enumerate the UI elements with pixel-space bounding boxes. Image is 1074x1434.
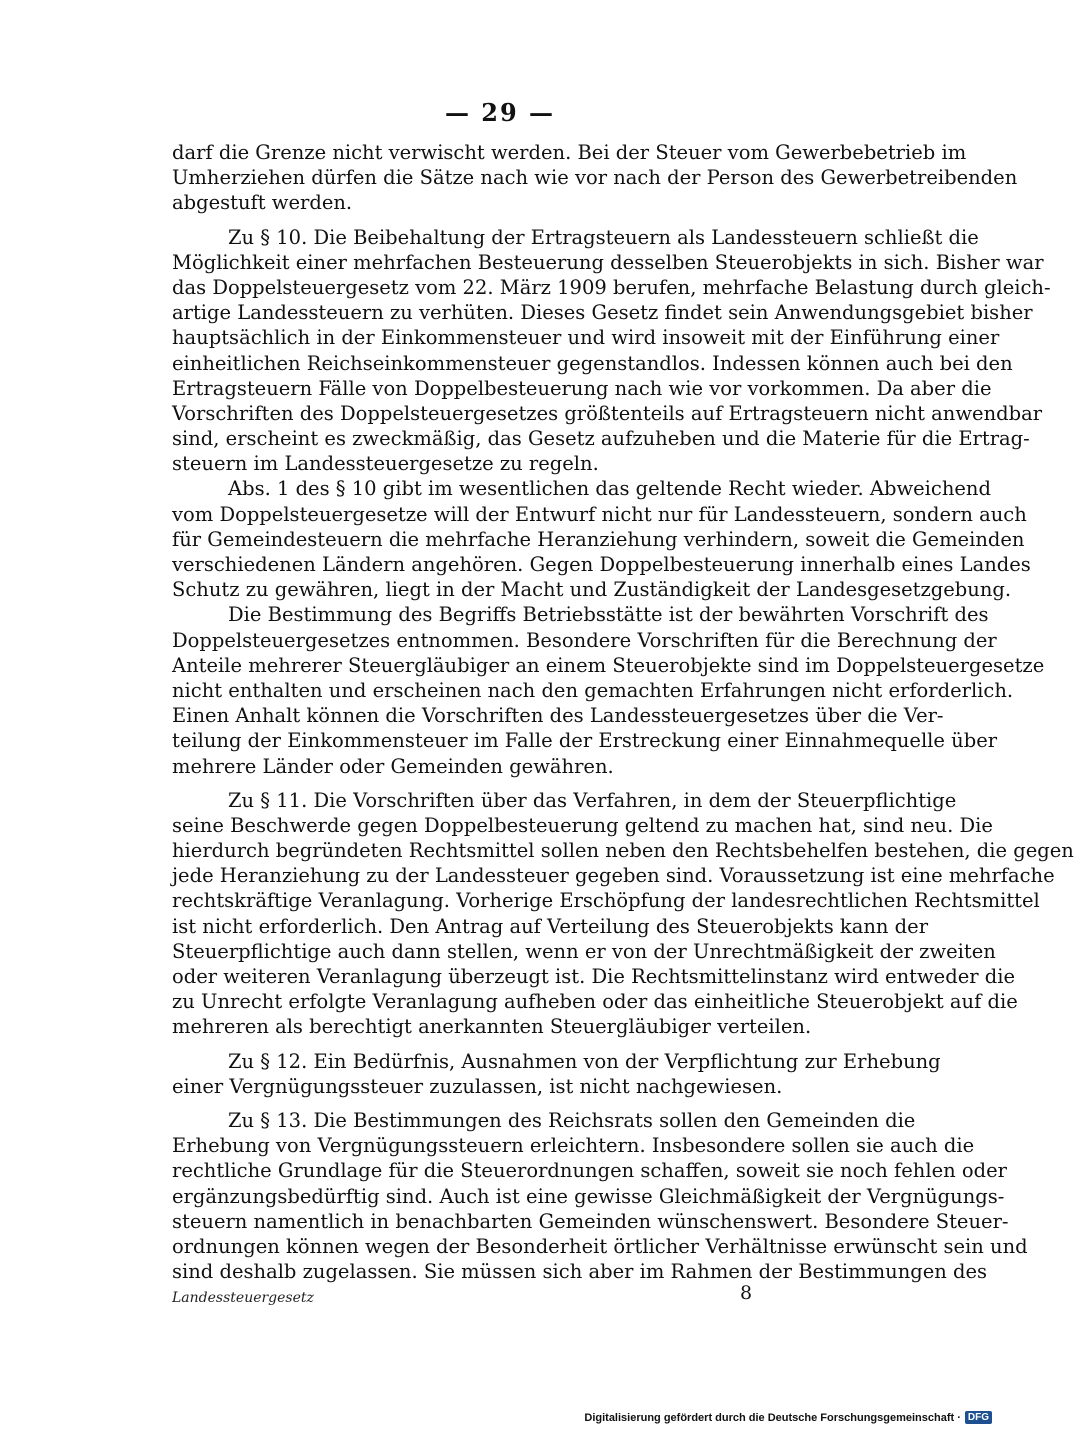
text-line: Die Bestimmung des Begriffs Betriebsstätte ist der bewährten Vorschrift des <box>228 603 989 627</box>
text-line: sind, erscheint es zweckmäßig, das Gesetz aufzuheben und die Materie für die Ertrag- <box>172 427 1030 451</box>
text-line: das Doppelsteuergesetz vom 22. März 1909 berufen, mehrfache Belastung durch gleich- <box>172 275 1051 299</box>
text-line: seine Beschwerde gegen Doppelbesteuerung geltend zu machen hat, sind neu. Die <box>172 813 993 837</box>
text-line: artige Landessteuern zu verhüten. Dieses Gesetz findet sein Anwendungsgebiet bisher <box>172 301 1033 325</box>
text-line: Schutz zu gewähren, liegt in der Macht und Zuständigkeit der Landesgesetzgebung. <box>172 578 1012 602</box>
dfg-logo-icon: DFG <box>965 1411 992 1424</box>
text-line: abgestuft werden. <box>172 191 353 215</box>
paragraph-gap <box>172 216 837 225</box>
text-line: ordnungen können wegen der Besonderheit örtlicher Verhältnisse erwünscht sein und <box>172 1234 1028 1258</box>
text-line: für Gemeindesteuern die mehrfache Heranziehung verhindern, soweit die Gemeinden <box>172 527 1025 551</box>
text-line: Vorschriften des Doppelsteuergesetzes größtenteils auf Ertragsteuern nicht anwendbar <box>172 401 1043 425</box>
text-line: oder weiteren Veranlagung überzeugt ist. Die Rechtsmittelinstanz wird entweder die <box>172 965 1016 988</box>
text-line: mehreren als berechtigt anerkannten Steuergläubiger verteilen. <box>172 1015 812 1039</box>
text-line: Zu § 10. Die Beibehaltung der Ertragsteuern als Landessteuern schließt die <box>228 225 979 249</box>
text-line: Anteile mehrerer Steuergläubiger an einem Steuerobjekte sind im Doppelsteuergesetze <box>172 653 1045 677</box>
paragraph-gap <box>172 779 837 788</box>
text-line: rechtskräftige Veranlagung. Vorherige Erschöpfung der landesrechtlichen Rechtsmittel <box>172 889 1040 913</box>
text-line: Zu § 12. Ein Bedürfnis, Ausnahmen von der Verpflichtung zur Erhebung <box>228 1049 941 1073</box>
printer-signature: Landessteuergesetz <box>172 1290 314 1306</box>
document-body <box>172 140 1074 1284</box>
text-line: steuern im Landessteuergesetze zu regeln. <box>172 452 599 476</box>
text-line: Abs. 1 des § 10 gibt im wesentlichen das geltende Recht wieder. Abweichend <box>228 477 991 501</box>
text-line: Zu § 13. Die Bestimmungen des Reichsrats sollen den Gemeinden die <box>228 1108 916 1132</box>
text-line: Umherziehen dürfen die Sätze nach wie vor nach der Person des Gewerbetreibenden <box>172 166 1018 190</box>
text-line: vom Doppelsteuergesetze will der Entwurf nicht nur für Landessteuern, sondern auch <box>172 502 1027 526</box>
text-line: Möglichkeit einer mehrfachen Besteuerung desselben Steuerobjekts in sich. Bisher war <box>172 250 1044 274</box>
text-line: einer Vergnügungssteuer zuzulassen, ist nicht nachgewiesen. <box>172 1074 783 1098</box>
text-line: Erhebung von Vergnügungssteuern erleichtern. Insbesondere sollen sie auch die <box>172 1134 975 1158</box>
text-line: steuern namentlich in benachbarten Gemeinden wünschenswert. Besondere Steuer- <box>172 1209 1009 1233</box>
text-line: darf die Grenze nicht verwischt werden. Bei der Steuer vom Gewerbebetrieb im <box>172 141 967 164</box>
text-line: Einen Anhalt können die Vorschriften des Landessteuergesetzes über die Ver- <box>172 704 944 728</box>
text-line: verschiedenen Ländern angehören. Gegen Doppelbesteuerung innerhalb eines Landes <box>172 553 1031 576</box>
text-line: mehrere Länder oder Gemeinden gewähren. <box>172 754 614 778</box>
text-line: nicht enthalten und erscheinen nach den gemachten Erfahrungen nicht erforderlich. <box>172 678 1014 702</box>
banner-text: Digitalisierung gefördert durch die Deutsche Forschungsgemeinschaft · <box>584 1411 961 1424</box>
text-line: sind deshalb zugelassen. Sie müssen sich aber im Rahmen der Bestimmungen des <box>172 1260 988 1284</box>
text-line: Zu § 11. Die Vorschriften über das Verfahren, in dem der Steuerpflichtige <box>228 788 957 812</box>
text-line: Steuerpflichtige auch dann stellen, wenn er von der Unrechtmäßigkeit der zweiten <box>172 939 996 963</box>
text-line: ist nicht erforderlich. Den Antrag auf Verteilung des Steuerobjekts kann der <box>172 914 929 938</box>
page-number: — 29 — <box>444 98 556 127</box>
paragraph-gap <box>172 1040 837 1049</box>
digitization-banner <box>584 1411 992 1424</box>
text-line: hierdurch begründeten Rechtsmittel sollen neben den Rechtsbehelfen bestehen, die gegen <box>172 839 1074 863</box>
text-line: hauptsächlich in der Einkommensteuer und wird insoweit mit der Einführung einer <box>172 326 1000 350</box>
text-line: ergänzungsbedürftig sind. Auch ist eine gewisse Gleichmäßigkeit der Vergnügungs- <box>172 1184 1005 1208</box>
text-line: Ertragsteuern Fälle von Doppelbesteuerung nach wie vor vorkommen. Da aber die <box>172 376 992 400</box>
text-line: teilung der Einkommensteuer im Falle der Erstreckung einer Einnahmequelle über <box>172 729 998 753</box>
text-line: zu Unrecht erfolgte Veranlagung aufheben oder das einheitliche Steuerobjekt auf die <box>172 990 1018 1014</box>
text-line: rechtliche Grundlage für die Steuerordnungen schaffen, soweit sie noch fehlen oder <box>172 1159 1007 1183</box>
sheet-number: 8 <box>740 1282 753 1304</box>
text-line: jede Heranziehung zu der Landessteuer gegeben sind. Voraussetzung ist eine mehrfache <box>172 864 1055 888</box>
text-line: einheitlichen Reichseinkommensteuer gegenstandlos. Indessen können auch bei den <box>172 351 1013 375</box>
text-line: Doppelsteuergesetzes entnommen. Besondere Vorschriften für die Berechnung der <box>172 628 997 652</box>
paragraph-gap <box>172 1099 837 1108</box>
